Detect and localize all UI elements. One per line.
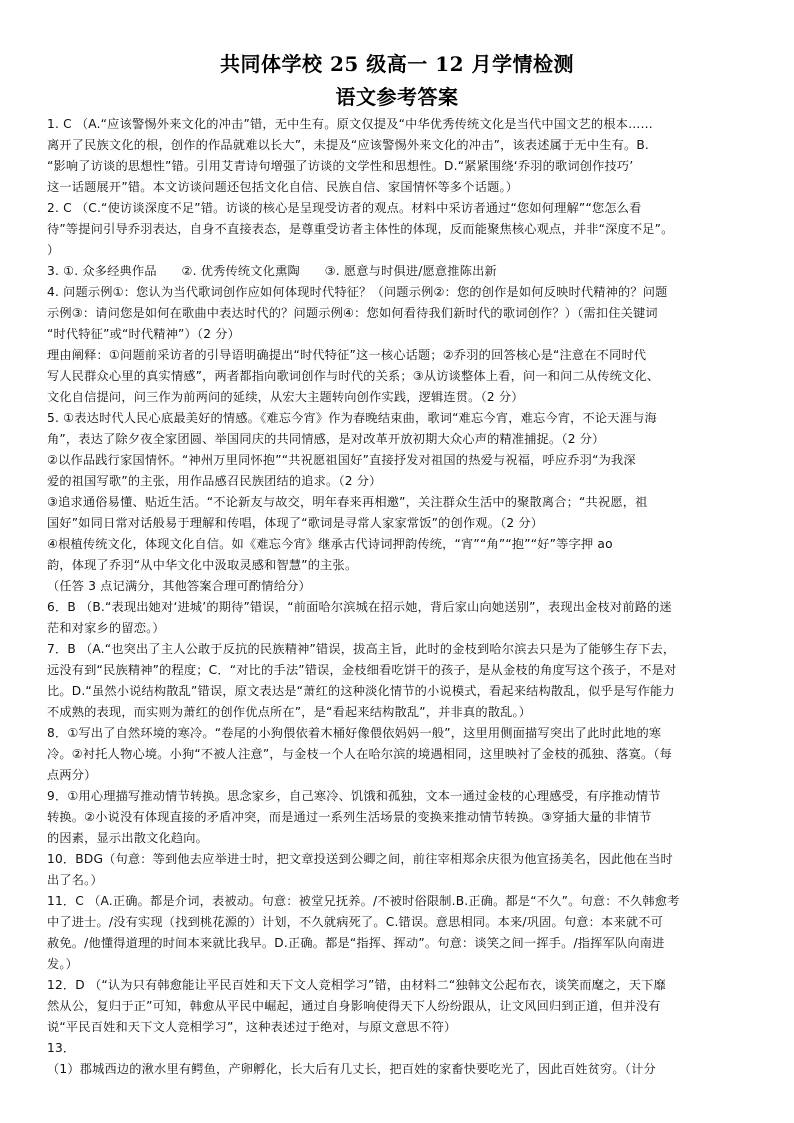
answer-line: 比。D.“虽然小说结构散乱”错误，原文表达是“萧红的这种淡化情节的小说模式，看起来结构散乱，似乎是写作能力 xyxy=(47,684,675,698)
answer-line: 13． xyxy=(47,1041,76,1055)
answer-line: 7．B （A.“也突出了主人公敢于反抗的民族精神”错误，拔高主旨，此时的金枝到哈尔滨去只是为了能够生存下去， xyxy=(47,642,676,656)
answer-line: （任答 3 点记满分，其他答案合理可酌情给分） xyxy=(47,579,311,593)
answer-line: 写人民群众心里的真实情感”，两者都指向歌词创作与时代的关系；③从访谈整体上看，问一和问二从传统文化、 xyxy=(47,369,660,383)
answer-line: 中了进士。/没有实现（找到桃花源的）计划，不久就病死了。C.错误。意思相同。本来/巩固。句意：本来就不可 xyxy=(47,915,663,929)
answer-line: 说“平民百姓和天下文人竞相学习”，这种表述过于绝对，与原文意思不符） xyxy=(47,1020,457,1034)
answer-line: 待”等提问引导乔羽表达，自身不直接表态，是尊重受访者主体性的体现，反而能聚焦核心观点，并非“深度不足”。 xyxy=(47,222,674,236)
answer-line: 5. ①表达时代人民心底最美好的情感。《难忘今宵》作为春晚结束曲，歌词“难忘今宵，难忘今宵，不论天涯与海 xyxy=(47,411,657,425)
answer-line: 冷。②衬托人物心境。小狗“不被人注意”，与金枝一个人在哈尔滨的境遇相同，这里映衬了金枝的孤独、落寞。（每 xyxy=(47,747,673,761)
answer-line: 示例③：请问您是如何在歌曲中表达时代的？问题示例④：您如何看待我们新时代的歌词创作？）（需扣住关键词 xyxy=(47,306,658,320)
answer-line: 2. C （C.“使访谈深度不足”错。访谈的核心是呈现受访者的观点。材料中采访者通过“您如何理解”“您怎么看 xyxy=(47,201,642,215)
answer-line: 国好”如同日常对话般易于理解和传唱，体现了“歌词是寻常人家家常饭”的创作观。（2 分） xyxy=(47,516,544,530)
answer-line: 离开了民族文化的根，创作的作品就难以长大”，未提及“应该警惕外来文化的冲击”，该表述属于无中生有。B. xyxy=(47,138,650,152)
answer-line: ②以作品践行家国情怀。“神州万里同怀抱”“共祝愿祖国好”直接抒发对祖国的热爱与祝福，呼应乔羽“为我深 xyxy=(47,453,636,467)
answer-line: 爱的祖国写歌”的主张，用作品感召民族团结的追求。（2 分） xyxy=(47,474,382,488)
answer-line: 发。） xyxy=(47,957,79,971)
answer-line: ④根植传统文化，体现文化自信。如《难忘今宵》继承古代诗词押韵传统，“宵”“角”“抱”“好”等字押 ao xyxy=(47,537,613,551)
answer-line: ） xyxy=(47,243,60,257)
answer-line: （1）郡城西边的湫水里有鳄鱼，产卵孵化，长大后有几丈长，把百姓的家畜快要吃光了，因此百姓贫穷。（计分 xyxy=(47,1062,656,1076)
document-subtitle: 语文参考答案 xyxy=(335,85,459,109)
answer-line: 理由阐释：①问题前采访者的引导语明确提出“时代特征”这一核心话题；②乔羽的回答核心是“注意在不同时代 xyxy=(47,348,647,362)
answer-line: 转换。②小说没有体现直接的矛盾冲突，而是通过一系列生活场景的变换来推动情节转换。③穿插大量的非情节 xyxy=(47,810,652,824)
answer-body xyxy=(47,114,749,1080)
answer-line: 赦免。/他懂得道理的时间本来就比我早。D.正确。都是“指挥、挥动”。句意：谈笑之间一挥手。/指挥军队向南进 xyxy=(47,936,665,950)
answer-line: 然从公，复归于正”可知，韩愈从平民中崛起，通过自身影响使得天下人纷纷跟从，让文风回归到正道，但并没有 xyxy=(47,999,661,1013)
answer-line: 4. 问题示例①：您认为当代歌词创作应如何体现时代特征？（问题示例②：您的创作是如何反映时代精神的？问题 xyxy=(47,285,668,299)
answer-line: 远没有到“民族精神”的程度；C．“对比的手法”错误，金枝细看吃饼干的孩子，是从金枝的角度写这个孩子，不是对 xyxy=(47,663,677,677)
answer-line: “时代特征”或“时代精神”）（2 分） xyxy=(47,327,241,341)
answer-line: 不成熟的表现，而实则为萧红的创作优点所在”，是“看起来结构散乱”，并非真的散乱。） xyxy=(47,705,532,719)
answer-line: 10．BDG（句意：等到他去应举进士时，把文章投送到公卿之间，前往宰相郑余庆很为他宣扬美名，因此他在当时 xyxy=(47,852,673,866)
answer-line: 6．B （B.“表现出她对‘进城’的期待”错误，“前面哈尔滨城在招示她，背后家山向她送别”，表现出金枝对前路的迷 xyxy=(47,600,672,614)
answer-line: 出了名。） xyxy=(47,873,103,887)
answer-line: 这一话题展开”错。本文访谈问题还包括文化自信、民族自信、家国情怀等多个话题。） xyxy=(47,180,519,194)
answer-line: ③追求通俗易懂、贴近生活。“不论新友与故交，明年春来再相邀”，关注群众生活中的聚散离合；“共祝愿，祖 xyxy=(47,495,648,509)
answer-line: 角”，表达了除夕夜全家团圆、举国同庆的共同情感，是对改革开放初期大众心声的精准捕捉。（2 分） xyxy=(47,432,605,446)
answer-line: 韵，体现了乔羽“从中华文化中汲取灵感和智慧”的主张。 xyxy=(47,558,358,572)
answer-line: 1. C （A.“应该警惕外来文化的冲击”错，无中生有。原文仅提及“中华优秀传统文化是当代中国文艺的根本…… xyxy=(47,117,653,131)
answer-line: 3. ①. 众多经典作品 ②. 优秀传统文化熏陶 ③. 愿意与时俱进/愿意推陈出新 xyxy=(47,264,497,278)
answer-line: 文化自信提问，问三作为前两问的延续，从宏大主题转向创作实践，逻辑连贯。（2 分） xyxy=(47,390,524,404)
answer-line: 9．①用心理描写推动情节转换。思念家乡，自己寒冷、饥饿和孤独，文本一通过金枝的心理感受，有序推动情节 xyxy=(47,789,661,803)
document-title: 共同体学校 25 级高一 12 月学情检测 xyxy=(219,52,574,76)
answer-line: 点两分） xyxy=(47,768,97,782)
answer-line: 12．D （“认为只有韩愈能让平民百姓和天下文人竞相学习”错，由材料二“独韩文公起布衣，谈笑而麾之，天下靡 xyxy=(47,978,666,992)
answer-line: 茫和对家乡的留恋。） xyxy=(47,621,165,635)
answer-line: 的因素，显示出散文化趋向。 xyxy=(47,831,209,845)
answer-line: 8．①写出了自然环境的寒冷。“卷尾的小狗偎依着木桶好像偎依妈妈一般”，这里用侧面描写突出了此时此地的寒 xyxy=(47,726,662,740)
answer-line: 11．C （A.正确。都是介词，表被动。句意：被堂兄抚养。/不被时俗限制.B.正确。都是“不久”。句意：不久韩愈考 xyxy=(47,894,680,908)
answer-line: “影响了访谈的思想性”错。引用艾青诗句增强了访谈的文学性和思想性。D.“紧紧围绕‘乔羽的歌词创作技巧’ xyxy=(47,159,634,173)
